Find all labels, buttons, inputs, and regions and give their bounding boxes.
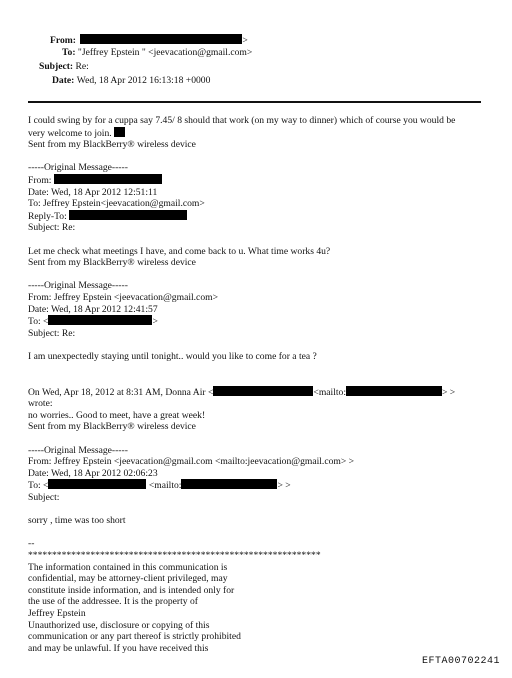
disclaimer-text: the use of the addressee. It is the property of bbox=[28, 596, 198, 608]
quote-line: On Wed, Apr 18, 2012 at 8:31 AM, Donna Air < <mailto: > > bbox=[28, 386, 456, 398]
header-to bbox=[62, 47, 252, 59]
message-text: sorry , time was too short bbox=[28, 515, 126, 527]
email-body bbox=[28, 115, 488, 654]
date-value: Wed, 18 Apr 2012 16:13:18 +0000 bbox=[76, 75, 211, 86]
header-from bbox=[50, 34, 248, 47]
header-subject bbox=[39, 61, 89, 73]
message-text: Let me check what meetings I have, and come back to u. What time works 4u? bbox=[28, 245, 331, 257]
meta-line: Subject: Re: bbox=[28, 327, 76, 339]
disclaimer-text: communication or any part thereof is strictly prohibited bbox=[28, 631, 241, 643]
header-date bbox=[52, 75, 210, 87]
meta-line: Date: Wed, 18 Apr 2012 12:51:11 bbox=[28, 186, 158, 198]
separator: -----Original Message----- bbox=[28, 444, 128, 456]
message-text: very welcome to join. bbox=[28, 127, 488, 140]
redaction-box bbox=[346, 386, 442, 396]
message-text: no worries.. Good to meet, have a great week! bbox=[28, 409, 206, 421]
quote-line: wrote: bbox=[28, 398, 53, 410]
from-label: From: bbox=[50, 35, 76, 46]
document-id: EFTA00702241 bbox=[421, 656, 500, 668]
signature-delimiter: -- bbox=[28, 538, 35, 550]
header-divider bbox=[28, 101, 481, 103]
meta-line: Date: Wed, 18 Apr 2012 12:41:57 bbox=[28, 303, 158, 315]
disclaimer-text: Unauthorized use, disclosure or copying of this bbox=[28, 619, 210, 631]
signature: Sent from my BlackBerry® wireless device bbox=[28, 257, 196, 269]
redaction-box bbox=[114, 127, 125, 137]
redaction-box bbox=[48, 479, 146, 489]
disclaimer-text: The information contained in this communication is bbox=[28, 561, 228, 573]
disclaimer-text: confidential, may be attorney-client privileged, may bbox=[28, 573, 228, 585]
message-text: I am unexpectedly staying until tonight.. would you like to come for a tea ? bbox=[28, 350, 317, 362]
redaction-box bbox=[54, 174, 162, 184]
redaction-box bbox=[213, 386, 313, 396]
meta-line: To: < <mailto: > > bbox=[28, 480, 291, 492]
asterisk-rule: ************************************************************* bbox=[28, 549, 321, 561]
meta-line: Subject: Re: bbox=[28, 222, 76, 234]
subject-value: Re: bbox=[75, 61, 89, 72]
redaction-box bbox=[48, 315, 152, 325]
to-value: "Jeffrey Epstein " <jeevacation@gmail.com> bbox=[77, 47, 253, 58]
disclaimer-text: constitute inside information, and is intended only for bbox=[28, 584, 235, 596]
meta-line: From: bbox=[28, 174, 488, 187]
meta-line: Date: Wed, 18 Apr 2012 02:06:23 bbox=[28, 467, 158, 479]
disclaimer-text: Jeffrey Epstein bbox=[28, 607, 86, 619]
meta-line: From: Jeffrey Epstein <jeevacation@gmail.com> bbox=[28, 291, 218, 303]
meta-line: From: Jeffrey Epstein <jeevacation@gmail.com <mailto:jeevacation@gmail.com> > bbox=[28, 456, 355, 468]
message-text: I could swing by for a cuppa say 7.45/ 8 should that work (on my way to dinner) which of course you would be bbox=[28, 115, 456, 126]
signature: Sent from my BlackBerry® wireless device bbox=[28, 421, 196, 433]
separator: -----Original Message----- bbox=[28, 162, 128, 174]
meta-line: Subject: bbox=[28, 492, 60, 503]
to-label: To: bbox=[62, 47, 76, 58]
separator: -----Original Message----- bbox=[28, 280, 128, 292]
from-tail: > bbox=[242, 35, 248, 46]
signature: Sent from my BlackBerry® wireless device bbox=[28, 139, 196, 151]
meta-line: To: Jeffrey Epstein<jeevacation@gmail.com> bbox=[28, 198, 205, 210]
date-label: Date: bbox=[52, 75, 75, 86]
meta-line: To: < > bbox=[28, 316, 158, 328]
disclaimer-text: and may be unlawful. If you have received this bbox=[28, 642, 209, 654]
meta-line: Reply-To: bbox=[28, 210, 488, 223]
redaction-box bbox=[181, 479, 277, 489]
redaction-box bbox=[80, 34, 242, 44]
subject-label: Subject: bbox=[39, 61, 74, 72]
redaction-box bbox=[69, 210, 187, 220]
